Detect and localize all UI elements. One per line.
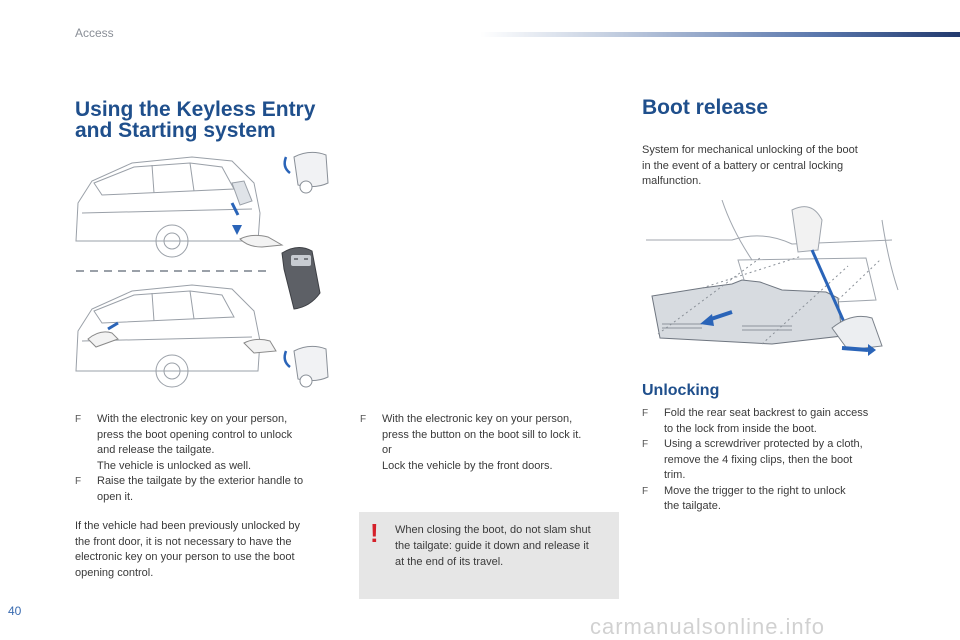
section-header: Access — [75, 26, 114, 40]
intro-line: in the event of a battery or central locking — [642, 159, 844, 172]
step-line: to the lock from inside the boot. — [664, 422, 817, 435]
warning-text — [395, 522, 615, 570]
step-line: Move the trigger to the right to unlock — [664, 484, 846, 497]
warning-line: the tailgate: guide it down and release it — [395, 540, 589, 552]
note-line: opening control. — [75, 566, 154, 579]
note-line: If the vehicle had been previously unlocked by — [75, 520, 301, 532]
step-line: trim. — [664, 469, 686, 481]
step-line: or — [382, 444, 392, 456]
step-line: press the button on the boot sill to lock it. — [382, 428, 582, 441]
list-item — [360, 412, 620, 474]
keyless-entry-title — [75, 99, 345, 141]
step-line: open it. — [97, 490, 134, 503]
bullet-marker: F — [360, 414, 367, 425]
boot-release-intro — [642, 143, 902, 190]
step-line: press the boot opening control to unlock — [97, 428, 293, 441]
title-line: and Starting system — [75, 119, 276, 142]
boot-release-title: Boot release — [642, 96, 769, 119]
bullet-marker: F — [75, 414, 82, 425]
step-line: remove the 4 fixing clips, then the boot — [664, 453, 853, 466]
intro-line: System for mechanical unlocking of the boot — [642, 144, 858, 156]
unlocking-subtitle: Unlocking — [642, 382, 720, 399]
keyless-unlock-steps — [75, 412, 340, 505]
title-line: Using the Keyless Entry — [75, 98, 316, 121]
list-item — [642, 484, 907, 515]
step-line: With the electronic key on your person, — [382, 413, 573, 425]
warning-box — [359, 512, 619, 599]
note-line: the front door, it is not necessary to have the — [75, 535, 292, 548]
step-line: The vehicle is unlocked as well. — [97, 459, 252, 472]
bullet-marker: F — [642, 408, 649, 419]
keyless-entry-illustration — [72, 143, 332, 391]
step-line: Lock the vehicle by the front doors. — [382, 459, 553, 472]
list-item — [642, 437, 907, 484]
intro-line: malfunction. — [642, 175, 702, 187]
step-line: Using a screwdriver protected by a cloth, — [664, 438, 863, 450]
step-line: Raise the tailgate by the exterior handle to — [97, 475, 304, 487]
list-item — [75, 412, 340, 474]
keyless-lock-steps — [360, 412, 620, 474]
header-gradient-bar — [480, 32, 960, 37]
watermark: carmanualsonline.info — [590, 614, 826, 639]
bullet-marker: F — [642, 485, 649, 497]
warning-line: at the end of its travel. — [395, 556, 504, 568]
bullet-marker: F — [75, 476, 82, 487]
warning-icon: ! — [370, 518, 379, 548]
note-line: electronic key on your person to use the boot — [75, 551, 295, 563]
warning-line: When closing the boot, do not slam shut — [395, 524, 591, 536]
previous-unlock-note — [75, 519, 345, 581]
step-line: the tailgate. — [664, 500, 721, 512]
step-line: Fold the rear seat backrest to gain access — [664, 407, 869, 419]
unlocking-steps — [642, 406, 907, 515]
step-line: and release the tailgate. — [97, 444, 215, 456]
bullet-marker: F — [642, 439, 649, 450]
step-line: With the electronic key on your person, — [97, 413, 288, 425]
page-number: 40 — [8, 604, 22, 618]
list-item — [75, 474, 340, 505]
boot-trim-illustration — [642, 200, 904, 370]
list-item — [642, 406, 907, 437]
